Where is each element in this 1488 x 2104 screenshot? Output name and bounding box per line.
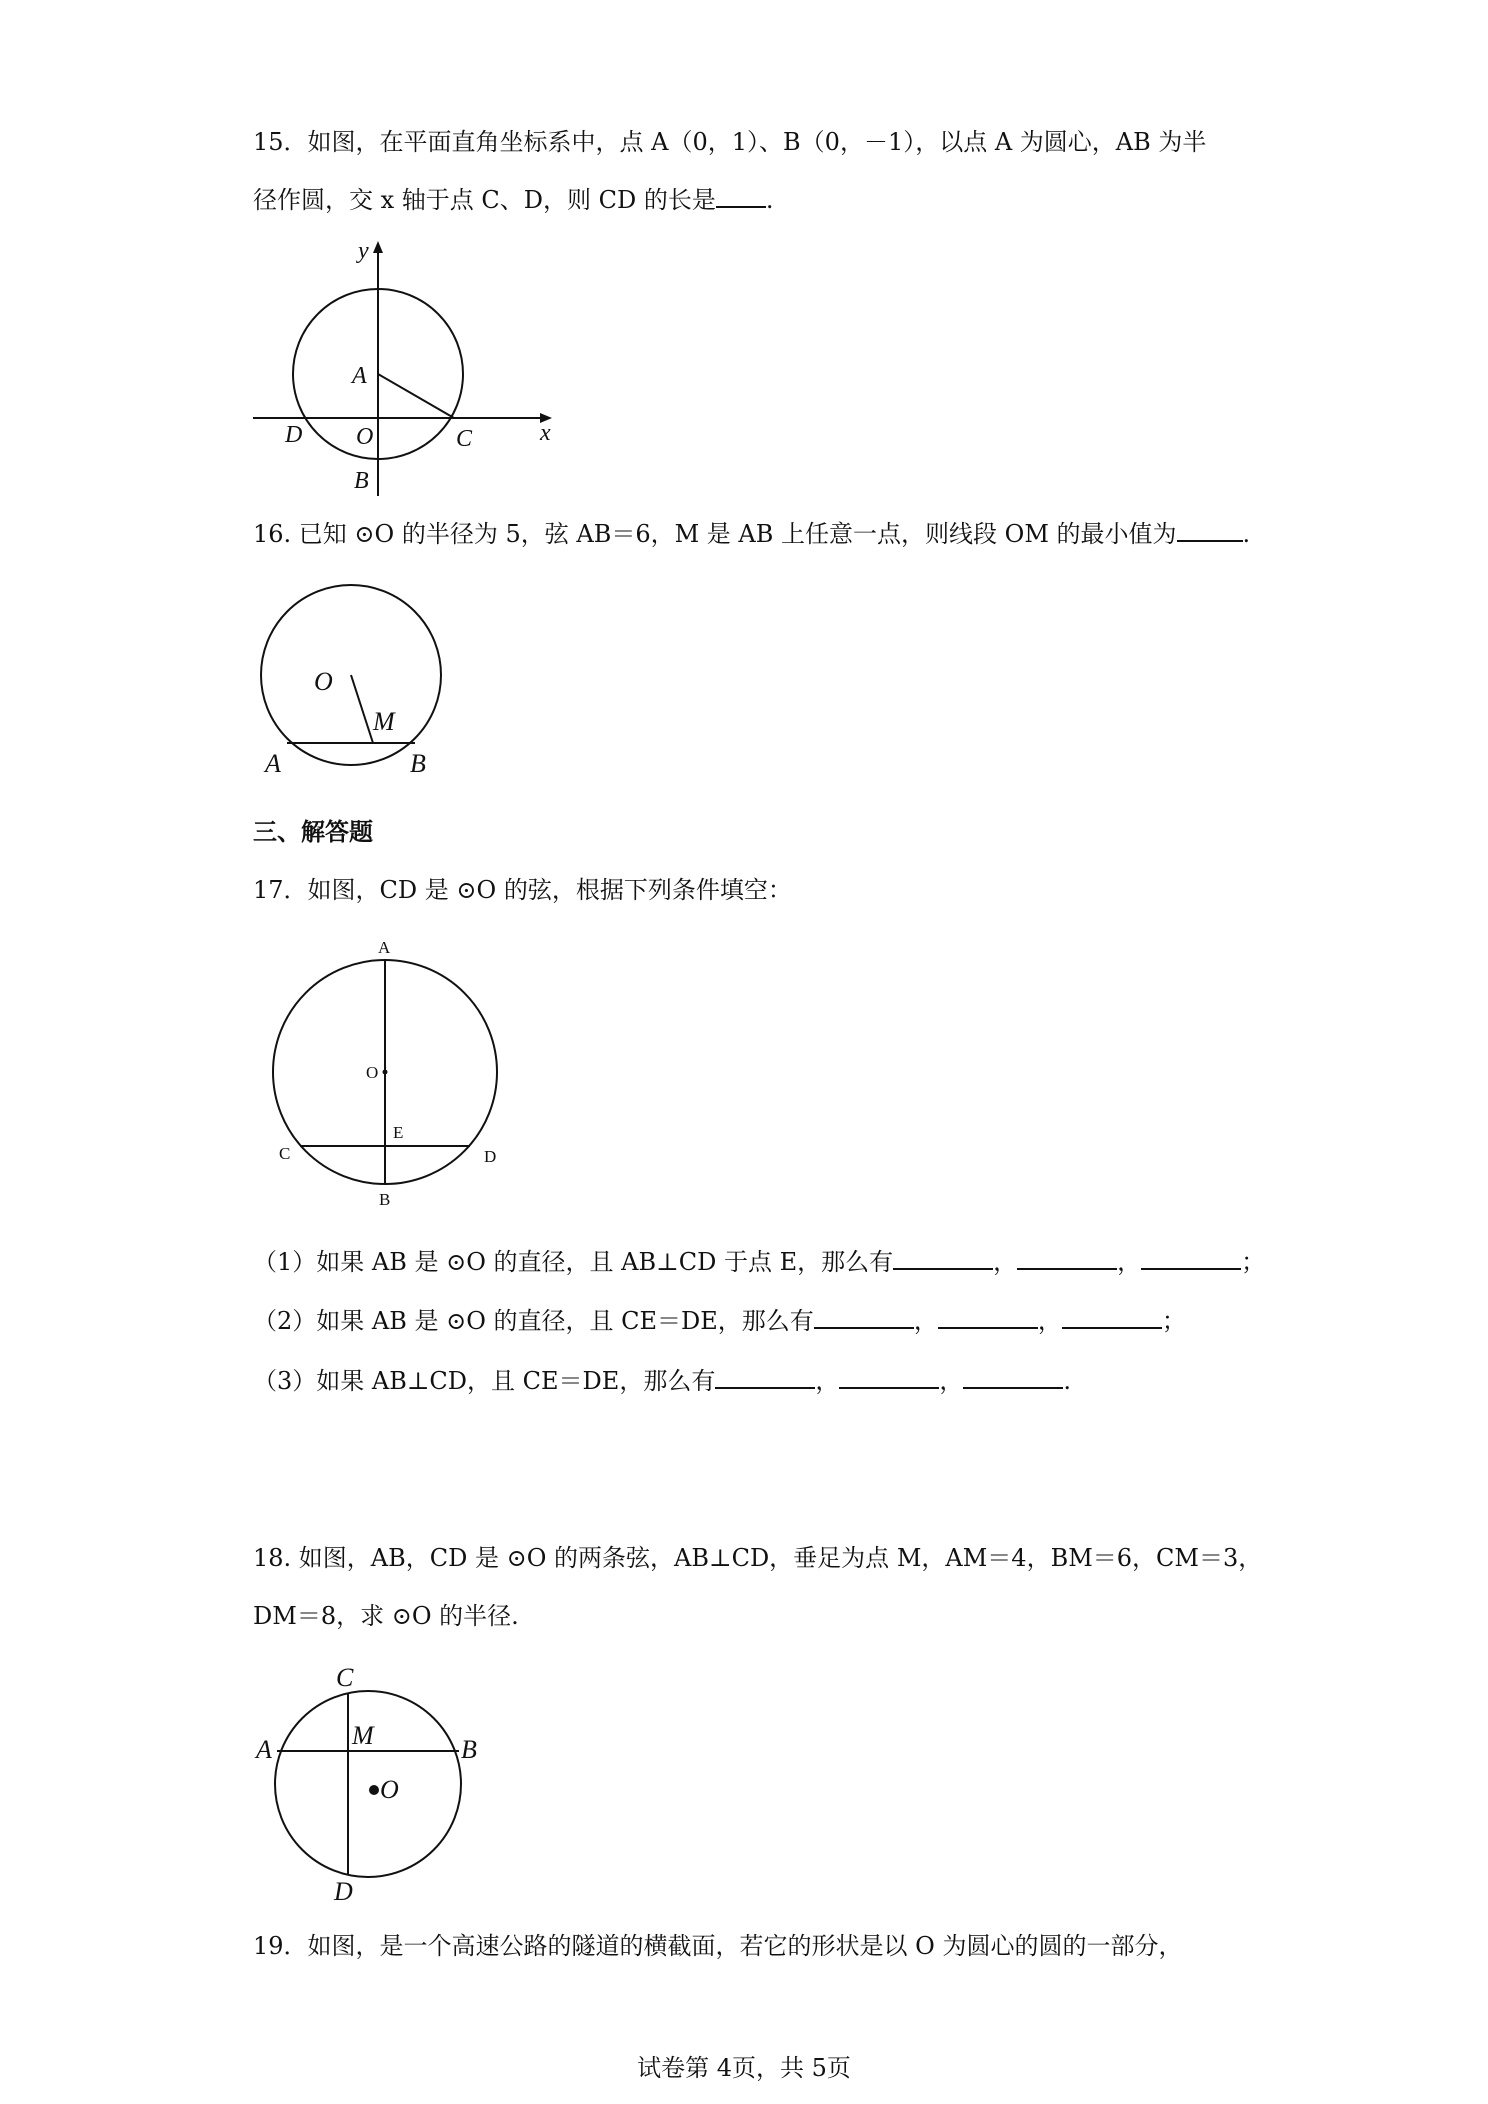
q18-line2: DM＝8，求 ⊙O 的半径. xyxy=(253,1602,519,1630)
q17-part3-sep-1: ， xyxy=(815,1367,840,1395)
q18-line1: 18. 如图，AB，CD 是 ⊙O 的两条弦，AB⊥CD，垂足为点 M，AM＝4，BM＝6，CM＝3， xyxy=(253,1544,1263,1572)
q17-part2-text: （2）如果 AB 是 ⊙O 的直径，且 CE＝DE，那么有 xyxy=(253,1307,814,1335)
q15-line1: 15．如图，在平面直角坐标系中，点 A（0，1）、B（0，－1），以点 A 为圆心，AB 为半 xyxy=(253,128,1207,156)
q15-end: . xyxy=(765,186,774,214)
q17-line1: 17．如图，CD 是 ⊙O 的弦，根据下列条件填空： xyxy=(253,876,792,904)
q16-label-o: O xyxy=(314,667,333,696)
q17-part1-sep-2: ， xyxy=(1117,1248,1142,1276)
q16-end: . xyxy=(1242,520,1251,548)
q17-label-e: E xyxy=(393,1123,404,1142)
q17-part3-sep-2: ， xyxy=(939,1367,964,1395)
q18-label-o: O xyxy=(380,1775,399,1804)
q15-line2-text: 径作圆，交 x 轴于点 C、D，则 CD 的长是 xyxy=(253,186,716,214)
q15-label-b: B xyxy=(354,468,369,494)
q18-label-d: D xyxy=(334,1877,353,1906)
q16-label-b: B xyxy=(410,749,426,778)
q17-label-o: O xyxy=(366,1063,379,1082)
section-title-answers: 三、解答题 xyxy=(253,817,373,846)
q17-label-a: A xyxy=(378,938,391,957)
q15-label-c: C xyxy=(456,426,473,452)
page-footer: 试卷第 4页，共 5页 xyxy=(637,2054,851,2082)
q15-label-o: O xyxy=(356,424,374,450)
q19-line1: 19．如图，是一个高速公路的隧道的横截面，若它的形状是以 O 为圆心的圆的一部分， xyxy=(253,1932,1183,1960)
q17-part2-sep-2: ， xyxy=(1037,1307,1062,1335)
q17-part1-end: ； xyxy=(1241,1248,1266,1276)
q18-label-m: M xyxy=(352,1721,374,1750)
q17-part1-text: （1）如果 AB 是 ⊙O 的直径，且 AB⊥CD 于点 E，那么有 xyxy=(253,1248,894,1276)
q16-label-a: A xyxy=(265,749,281,778)
q17-part3-text: （3）如果 AB⊥CD，且 CE＝DE，那么有 xyxy=(253,1367,716,1395)
q17-part2-end: ； xyxy=(1161,1307,1186,1335)
q17-label-c: C xyxy=(279,1144,291,1163)
q18-center-dot xyxy=(369,1785,379,1795)
q17-part3-end: . xyxy=(1063,1367,1071,1395)
q15-label-x: x xyxy=(540,420,551,446)
q15-label-y: y xyxy=(358,238,369,264)
q18-label-a: A xyxy=(256,1735,272,1764)
q18-circle xyxy=(275,1691,461,1877)
q17-part1-sep-1: ， xyxy=(993,1248,1018,1276)
q17-part2-sep-1: ， xyxy=(913,1307,938,1335)
q15-label-a: A xyxy=(352,363,367,389)
q16-line1-text: 16. 已知 ⊙O 的半径为 5，弦 AB＝6，M 是 AB 上任意一点，则线段 OM 的最小值为 xyxy=(253,520,1177,548)
q16-label-m: M xyxy=(373,707,395,736)
q15-label-d: D xyxy=(285,422,303,448)
q18-label-c: C xyxy=(336,1663,354,1692)
q18-label-b: B xyxy=(461,1735,477,1764)
q17-label-b: B xyxy=(379,1190,391,1209)
q17-label-d: D xyxy=(484,1147,497,1166)
